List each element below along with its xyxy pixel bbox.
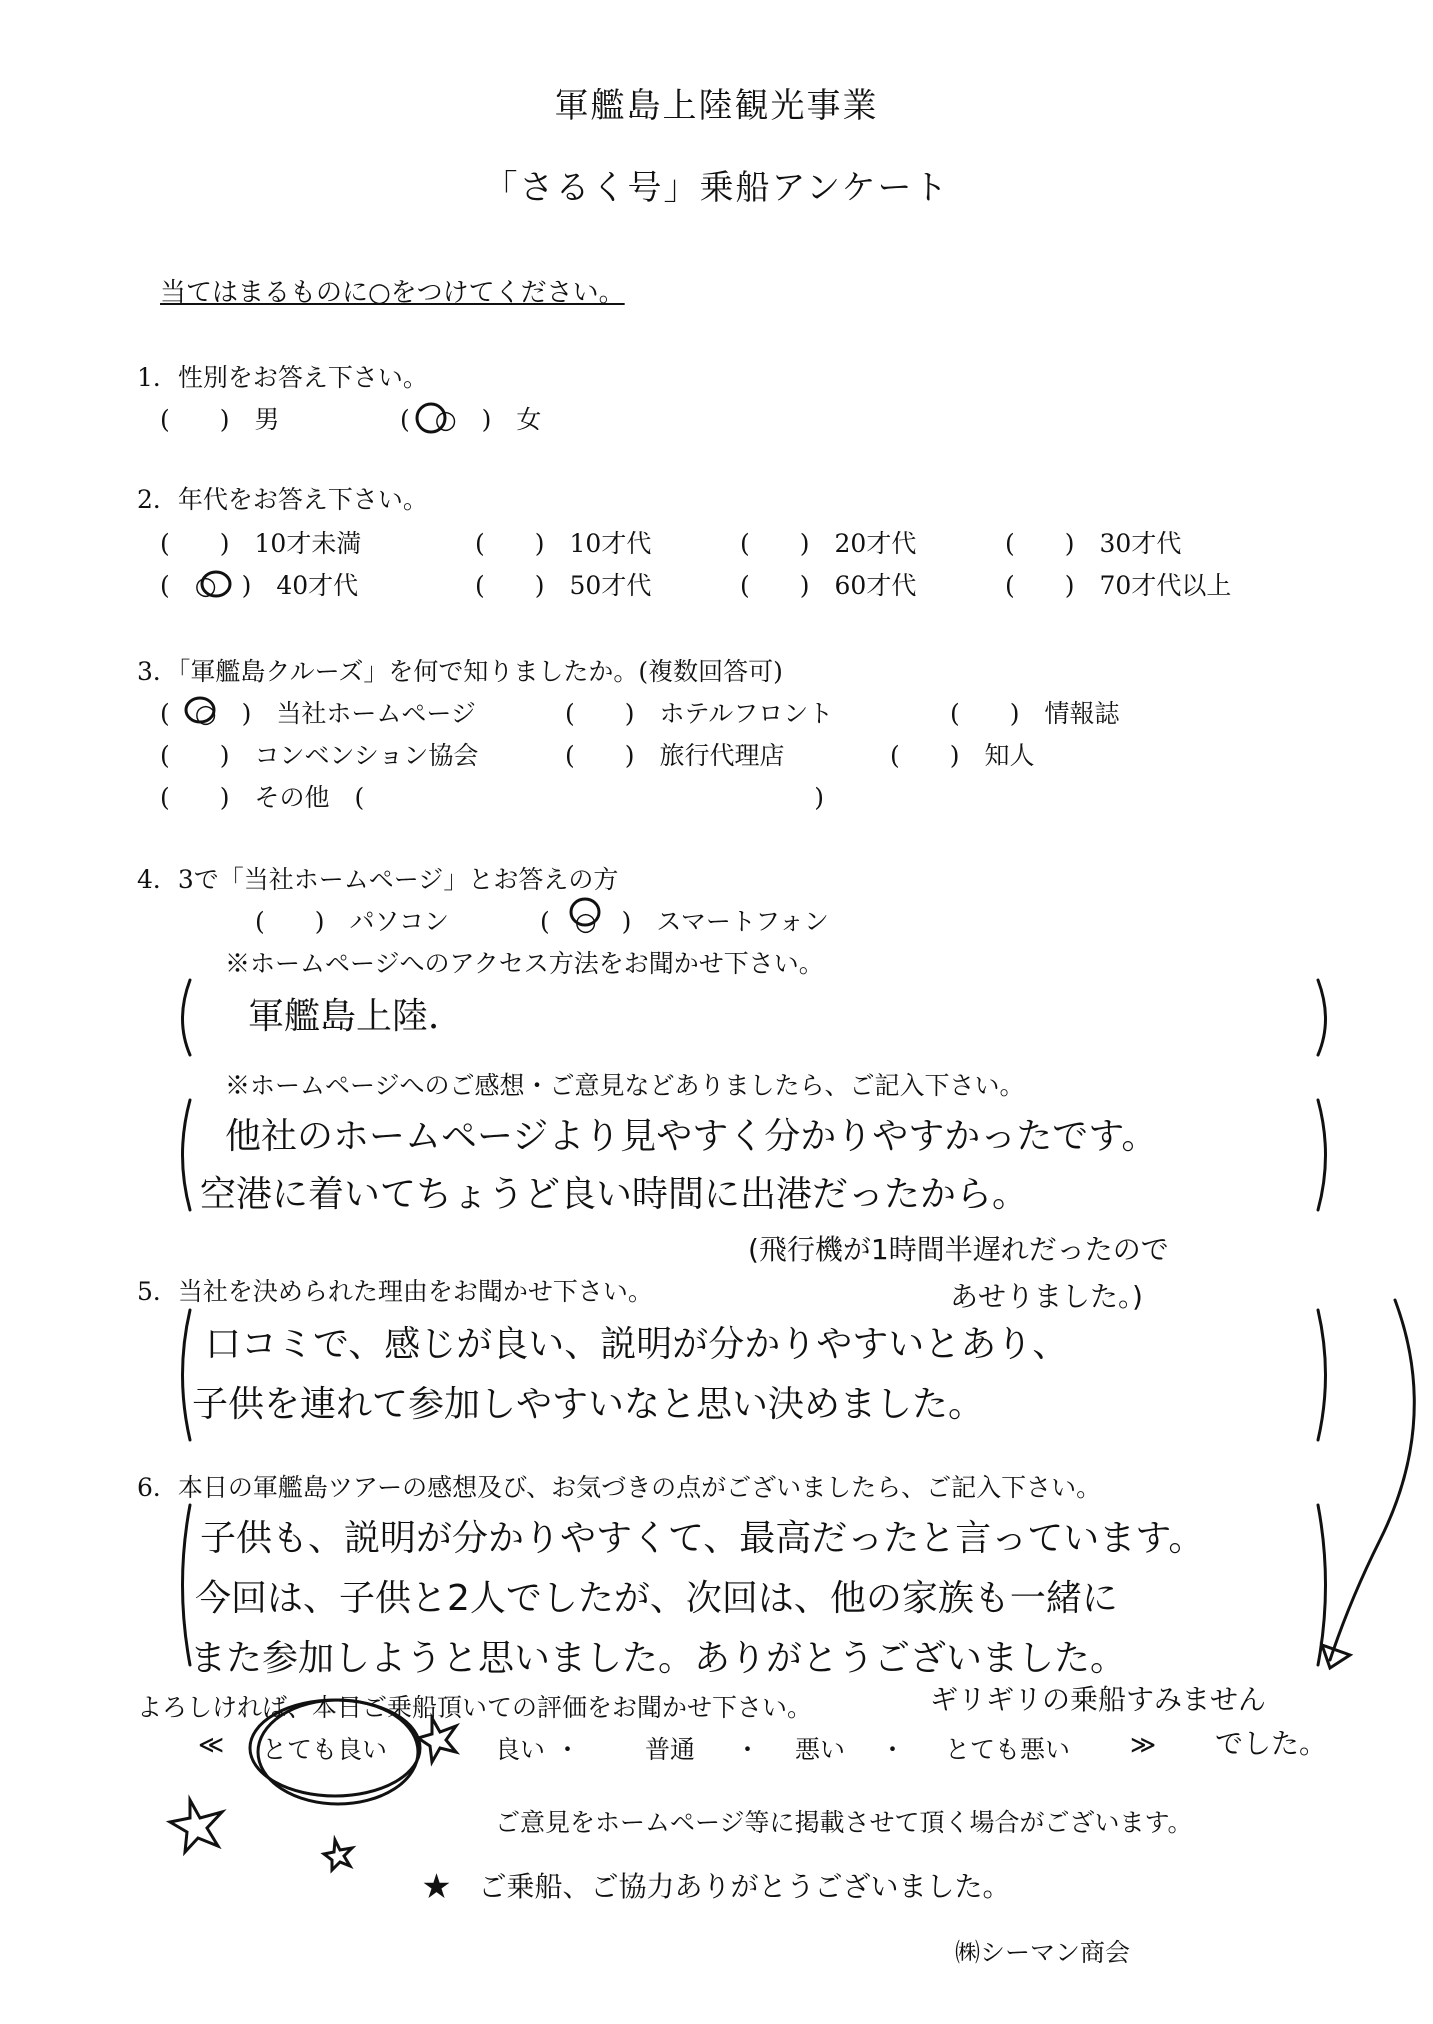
q4-label: 4．3で「当社ホームページ」とお答えの方	[137, 865, 619, 894]
selected-circle	[417, 404, 445, 432]
q6-side-note: でした。	[1215, 1727, 1328, 1760]
arrow-line	[1330, 1300, 1414, 1660]
q5-answer-line: 口コミで、感じが良い、説明が分かりやすいとあり、	[205, 1324, 1069, 1365]
rating-separator: ・	[555, 1735, 581, 1764]
bracket-left	[183, 1505, 191, 1665]
bracket-right	[1318, 1100, 1326, 1210]
survey-subtitle: 「さるく号」乗船アンケート	[483, 168, 950, 208]
q3-option[interactable]: ( ) コンベンション協会	[160, 741, 479, 770]
q2-option[interactable]: ( ○ ) 40才代	[160, 571, 359, 600]
q6-answer-line: また参加しようと思いました。ありがとうございました。	[190, 1638, 1127, 1679]
bracket-left	[183, 1100, 191, 1210]
selected-circle	[202, 572, 230, 596]
q3-option[interactable]: ( ) ホテルフロント	[565, 699, 834, 728]
rating-option-normal[interactable]: 普通	[645, 1735, 696, 1764]
q4-feedback-answer-line: 空港に着いてちょうど良い時間に出港だったから。	[200, 1174, 1029, 1215]
q2-option[interactable]: ( ) 20才代	[740, 529, 917, 558]
q2-label: 2．年代をお答え下さい。	[137, 485, 428, 514]
company-name: ㈱シーマン商会	[955, 1938, 1131, 1967]
q4-feedback-note: (飛行機が1時間半遅れだったので	[748, 1233, 1169, 1266]
rating-label: よろしければ、本日ご乗船頂いての評価をお聞かせ下さい。	[137, 1693, 813, 1722]
survey-title: 軍艦島上陸観光事業	[554, 86, 879, 126]
bracket-right	[1318, 1505, 1326, 1665]
rating-separator: ・	[880, 1735, 906, 1764]
q6-label: 6．本日の軍艦島ツアーの感想及び、お気づきの点がございましたら、ご記入下さい。	[137, 1473, 1102, 1502]
q4-feedback-answer-line: 他社のホームページより見やすく分かりやすかったです。	[225, 1116, 1158, 1157]
bracket-right	[1318, 1310, 1326, 1440]
bracket-left	[183, 980, 191, 1055]
doodle-star	[170, 1800, 222, 1852]
q3-option[interactable]: ( ) 知人	[890, 741, 1035, 770]
rating-selected-circle	[258, 1700, 418, 1804]
q4-option-smartphone[interactable]: ( ○ ) スマートフォン	[540, 907, 829, 936]
q2-option[interactable]: ( ) 10才代	[475, 529, 652, 558]
q2-option[interactable]: ( ) 70才代以上	[1005, 571, 1232, 600]
q4-access-answer: 軍艦島上陸．	[248, 996, 465, 1037]
q5-label: 5．当社を決められた理由をお聞かせ下さい。	[137, 1277, 653, 1306]
bracket-right	[1318, 980, 1326, 1055]
q3-option[interactable]: ( ) 情報誌	[950, 699, 1120, 728]
q1-label: 1．性別をお答え下さい。	[137, 363, 428, 392]
q3-option[interactable]: ( ) その他 ( )	[160, 783, 825, 812]
selected-circle	[186, 698, 214, 722]
q3-label: 3．「軍艦島クルーズ」を何で知りましたか。(複数回答可)	[137, 657, 783, 686]
instruction-text: 当てはまるものに○をつけてください。	[160, 278, 625, 308]
rating-close-bracket: ≫	[1130, 1730, 1157, 1759]
rating-open-bracket: ≪	[198, 1730, 225, 1759]
doodle-star	[324, 1840, 352, 1870]
q4-feedback-prompt: ※ホームページへのご感想・ご意見などありましたら、ご記入下さい。	[225, 1071, 1025, 1100]
q2-option[interactable]: ( ) 30才代	[1005, 529, 1182, 558]
rating-separator: ・	[735, 1735, 761, 1764]
q3-option[interactable]: ( ) 旅行代理店	[565, 741, 785, 770]
q2-option[interactable]: ( ) 10才未満	[160, 529, 362, 558]
q1-option-female[interactable]: ( ○ ) 女	[400, 405, 542, 434]
q4-access-prompt: ※ホームページへのアクセス方法をお聞かせ下さい。	[225, 949, 824, 978]
q1-option-male[interactable]: ( ) 男	[160, 405, 280, 434]
thanks-message: ★ ご乗船、ご協力ありがとうございました。	[422, 1870, 1011, 1903]
rating-option-bad[interactable]: 悪い	[795, 1735, 846, 1764]
q2-option[interactable]: ( ) 60才代	[740, 571, 917, 600]
q6-answer-line: 子供も、説明が分かりやすくて、最高だったと言っています。	[200, 1518, 1205, 1559]
doodle-star	[418, 1718, 456, 1762]
arrow-head	[1322, 1645, 1350, 1668]
bracket-left	[183, 1310, 191, 1440]
q4-option-pc[interactable]: ( ) パソコン	[255, 907, 450, 936]
rating-option-very-good[interactable]: とても良い	[262, 1735, 388, 1764]
rating-option-good[interactable]: 良い	[495, 1735, 546, 1764]
q4-feedback-note: あせりました。)	[950, 1280, 1143, 1313]
q5-answer-line: 子供を連れて参加しやすいなと思い決めました。	[192, 1384, 985, 1425]
selected-circle	[571, 899, 599, 925]
q6-answer-line: 今回は、子供と2人でしたが、次回は、他の家族も一緒に	[195, 1578, 1118, 1619]
publication-notice: ご意見をホームページ等に掲載させて頂く場合がございます。	[495, 1808, 1193, 1837]
q3-option[interactable]: ( ○ ) 当社ホームページ	[160, 699, 476, 728]
q6-side-note: ギリギリの乗船すみません	[930, 1683, 1267, 1716]
q2-option[interactable]: ( ) 50才代	[475, 571, 652, 600]
rating-option-very-bad[interactable]: とても悪い	[945, 1735, 1071, 1764]
